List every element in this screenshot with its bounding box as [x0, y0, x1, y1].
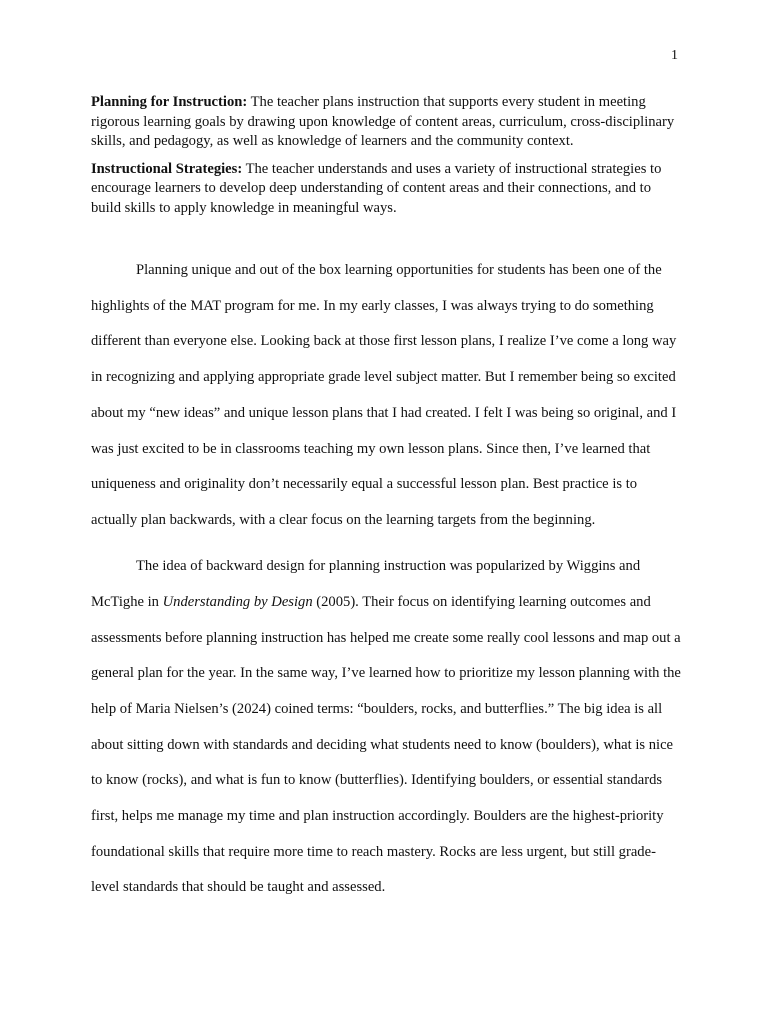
paragraph-text: (2005). Their focus on identifying learning outcomes and assessments before planning instruction has helped me create some really cool lessons and map out a general plan for the year. In the same way, I’ve learned how to prioritize my lesson planning with the help of Maria Nielsen’s (2024) coined terms: “boulders, rocks, and butterflies.” The big idea is all about sitting down with standards and deciding what students need to know (boulders), what is nice to know (rocks), and what is fun to know (butterflies). Identifying boulders, or essential standards first, helps me manage my time and plan instruction accordingly. Boulders are the highest-priority foundational skills that require more time to reach mastery. Rocks are less urgent, but still grade-level standards that should be taught and assessed.: [91, 593, 681, 896]
standard-text: The teacher understands and uses a variety of instructional strategies to encourage learners to develop deep understanding of content areas and their connections, and to build skills to apply knowledge in meaningful ways.: [91, 160, 662, 216]
book-title: Understanding by Design: [162, 593, 313, 610]
standard-planning-for-instruction: [91, 93, 681, 152]
page-number: 1: [671, 48, 678, 63]
standard-title: Planning for Instruction:: [91, 94, 248, 110]
standard-title: Instructional Strategies:: [91, 160, 243, 177]
essay-body: [91, 253, 681, 917]
standard-text: The teacher plans instruction that supports every student in meeting rigorous learning goals by drawing upon knowledge of content areas, curriculum, cross-disciplinary skills, and pedagogy, as well as knowledge of learners and the community context.: [91, 94, 675, 149]
essay-paragraph-2: [91, 549, 681, 906]
standards-block: [91, 93, 681, 226]
essay-paragraph-1: Planning unique and out of the box learning opportunities for students has been one of the highlights of the MAT program for me. In my early classes, I was always trying to do something different than everyone else. Looking back at those first lesson plans, I realize I’ve come a long way in recognizing and applying appropriate grade level subject matter. But I remember being so excited about my “new ideas” and unique lesson plans that I had created. I felt I was being so original, and I was just excited to be in classrooms teaching my own lesson plans. Since then, I’ve learned that uniqueness and originality don’t necessarily equal a successful lesson plan. Best practice is to actually plan backwards, with a clear focus on the learning targets from the beginning.: [91, 262, 677, 528]
paragraph-text: The idea of backward design for planning instruction was popularized by Wiggins and McTighe in: [91, 558, 641, 610]
standard-instructional-strategies: [91, 160, 681, 219]
